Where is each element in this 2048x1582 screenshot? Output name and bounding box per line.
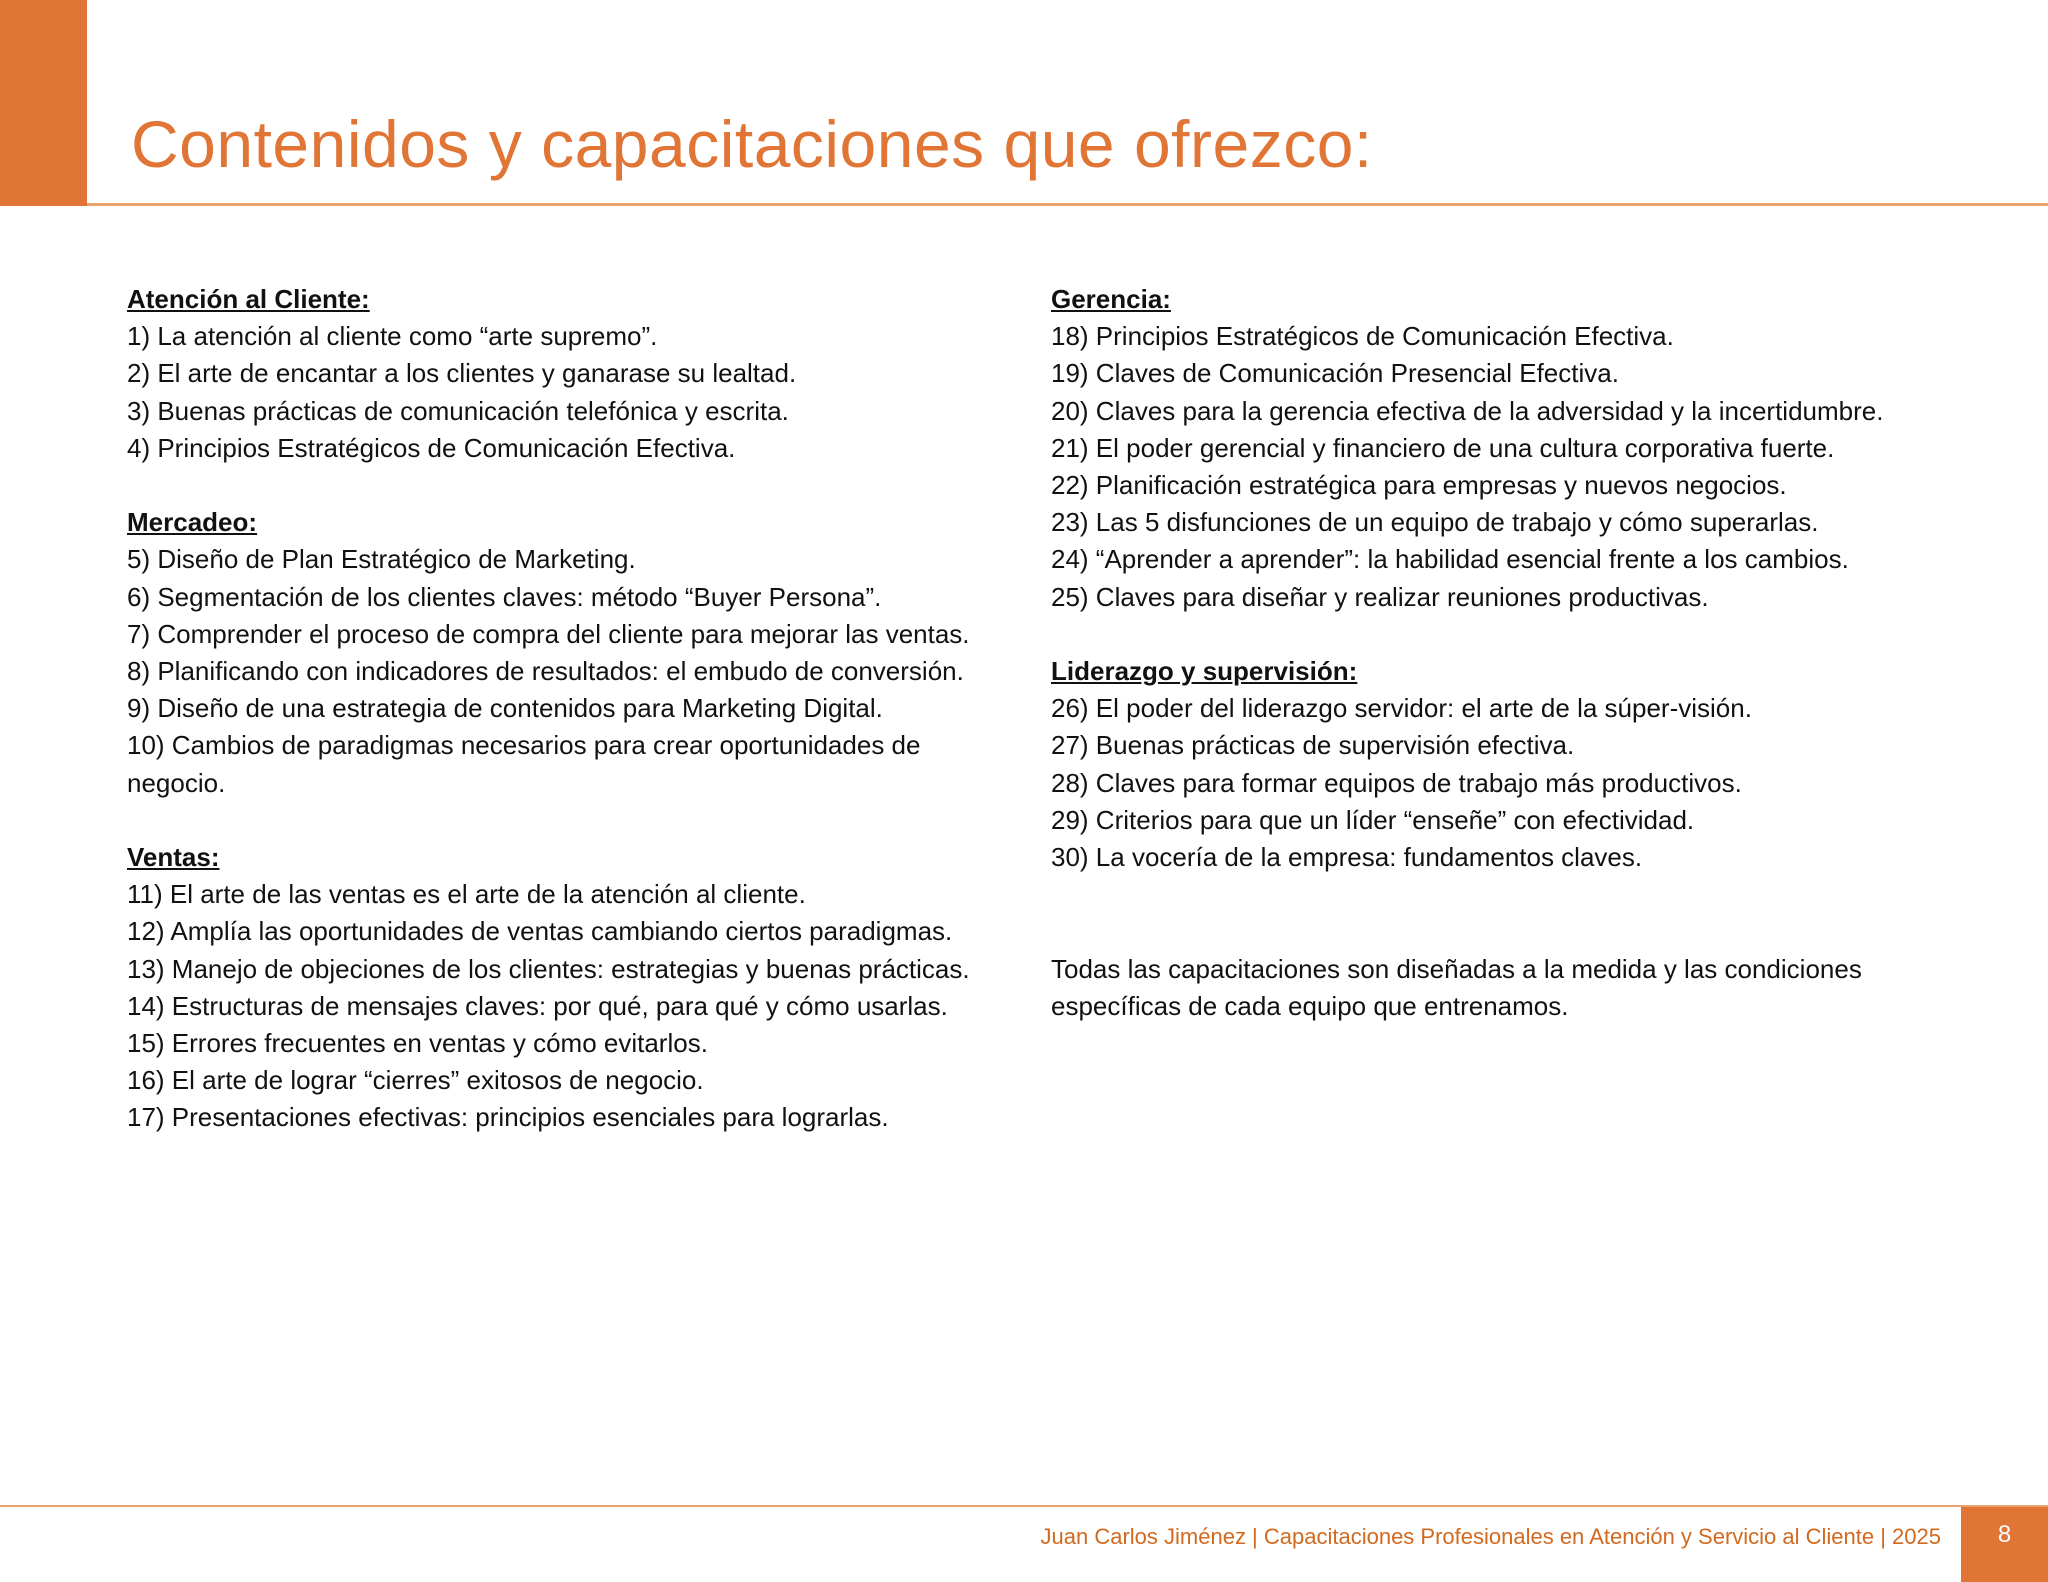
list-item: 26) El poder del liderazgo servidor: el arte de la súper-visión. <box>1051 693 1752 724</box>
section-heading: Liderazgo y supervisión: <box>1051 656 1358 687</box>
right-column <box>1051 281 1981 1025</box>
list-item: 21) El poder gerencial y financiero de una cultura corporativa fuerte. <box>1051 432 1835 463</box>
list-item: 3) Buenas prácticas de comunicación telefónica y escrita. <box>127 395 789 426</box>
list-item: 28) Claves para formar equipos de trabajo más productivos. <box>1051 767 1742 798</box>
list-item: 24) “Aprender a aprender”: la habilidad esencial frente a los cambios. <box>1051 544 1849 575</box>
list-item: 30) La vocería de la empresa: fundamentos claves. <box>1051 842 1643 873</box>
list-item: 11) El arte de las ventas es el arte de la atención al cliente. <box>127 879 806 910</box>
list-item: 4) Principios Estratégicos de Comunicación Efectiva. <box>127 432 736 463</box>
list-item: 16) El arte de lograr “cierres” exitosos de negocio. <box>127 1065 704 1096</box>
list-item: 29) Criterios para que un líder “enseñe” con efectividad. <box>1051 804 1695 835</box>
list-item: 5) Diseño de Plan Estratégico de Marketing. <box>127 544 636 575</box>
page-number-box <box>1961 1507 2048 1582</box>
section-heading: Ventas: <box>127 842 220 873</box>
page-number: 8 <box>1997 1521 2012 1548</box>
list-item: 25) Claves para diseñar y realizar reuniones productivas. <box>1051 581 1709 612</box>
section-heading: Atención al Cliente: <box>127 284 370 314</box>
list-item: 20) Claves para la gerencia efectiva de la adversidad y la incertidumbre. <box>1051 395 1884 426</box>
section-heading: Gerencia: <box>1051 284 1171 314</box>
spacer <box>127 467 1007 504</box>
spacer <box>1051 876 1981 950</box>
list-item: 7) Comprender el proceso de compra del cliente para mejorar las ventas. <box>127 618 970 649</box>
section-liderazgo <box>1051 653 1981 876</box>
list-item: 18) Principios Estratégicos de Comunicación Efectiva. <box>1051 321 1674 352</box>
left-column <box>127 281 1007 1137</box>
spacer <box>127 802 1007 839</box>
section-gerencia <box>1051 281 1981 616</box>
section-atencion-cliente <box>127 281 1007 467</box>
list-item: 17) Presentaciones efectivas: principios esenciales para lograrlas. <box>127 1102 889 1133</box>
list-item: 12) Amplía las oportunidades de ventas cambiando ciertos paradigmas. <box>127 916 953 947</box>
list-item: 27) Buenas prácticas de supervisión efectiva. <box>1051 730 1575 761</box>
footer-text: Juan Carlos Jiménez | Capacitaciones Profesionales en Atención y Servicio al Cliente | 2025 <box>1040 1524 1941 1549</box>
list-item: 1) La atención al cliente como “arte supremo”. <box>127 321 658 352</box>
header-accent-bar <box>0 0 87 206</box>
footer-divider <box>0 1505 2048 1507</box>
list-item: 22) Planificación estratégica para empresas y nuevos negocios. <box>1051 470 1787 501</box>
spacer <box>1051 616 1981 653</box>
list-item: 6) Segmentación de los clientes claves: método “Buyer Persona”. <box>127 581 882 612</box>
list-item: 13) Manejo de objeciones de los clientes: estrategias y buenas prácticas. <box>127 953 970 984</box>
closing-note: Todas las capacitaciones son diseñadas a la medida y las condiciones específicas de cada equipo que entrenamos. <box>1051 953 1862 1021</box>
list-item: 8) Planificando con indicadores de resultados: el embudo de conversión. <box>127 656 964 687</box>
title-divider <box>87 203 2048 206</box>
section-heading: Mercadeo: <box>127 507 258 538</box>
list-item: 2) El arte de encantar a los clientes y ganarase su lealtad. <box>127 358 797 389</box>
list-item: 15) Errores frecuentes en ventas y cómo evitarlos. <box>127 1028 708 1059</box>
list-item: 9) Diseño de una estrategia de contenidos para Marketing Digital. <box>127 693 883 724</box>
list-item: 19) Claves de Comunicación Presencial Efectiva. <box>1051 358 1619 389</box>
section-mercadeo <box>127 504 1007 802</box>
list-item: 14) Estructuras de mensajes claves: por qué, para qué y cómo usarlas. <box>127 990 948 1021</box>
section-ventas <box>127 839 1007 1137</box>
list-item: 10) Cambios de paradigmas necesarios para crear oportunidades de negocio. <box>127 730 921 798</box>
page-title: Contenidos y capacitaciones que ofrezco: <box>131 107 1373 181</box>
list-item: 23) Las 5 disfunciones de un equipo de trabajo y cómo superarlas. <box>1051 507 1819 538</box>
